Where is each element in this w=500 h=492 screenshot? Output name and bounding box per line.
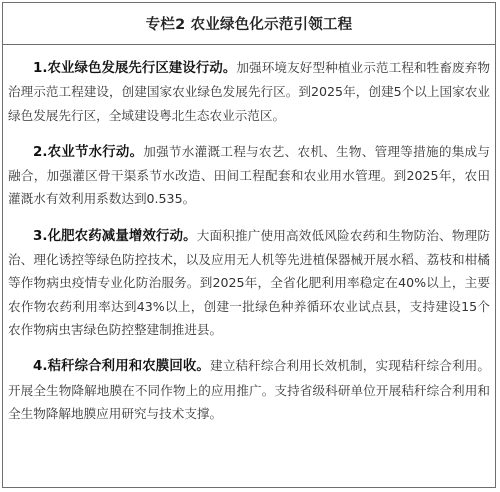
section-heading: 2.农业节水行动。 [33,144,144,160]
document-title: 专栏2 农业绿色化示范引领工程 [145,17,353,33]
section-heading: 1.农业绿色发展先行区建设行动。 [33,61,237,76]
document-body [3,45,495,425]
section-item-2 [8,140,490,211]
section-text: 加强节水灌溉工程与农艺、农机、生物、管理等措施的集成与融合，加强灌区骨干渠系节水改造、田间工程配套和农业用水管理。到2025年，农田灌溉水有效利用系数达到0.535。 [8,143,491,207]
section-text: 大面积推广使用高效低风险农药和生物防治、物理防治、理化诱控等绿色防控技术，以及应用无人机等先进植保器械开展水稻、荔枝和柑橘等作物病虫疫情专业化防治服务。到2025年，全省化肥利用率稳定在40%以上，主要农作物农药利用率达到43%以上，创建一批绿色种养循环农业试点县，支持建设15个农作物病虫害绿色防控整建制推进县。 [8,227,491,337]
section-text: 加强环境友好型种植业示范工程和牲畜废弃物治理示范工程建设，创建国家农业绿色发展先行区。到2025年，创建5个以上国家农业绿色发展先行区，全域建设粤北生态农业示范区。 [8,60,491,123]
section-heading: 3.化肥农药减量增效行动。 [33,228,197,244]
document-header [3,3,495,45]
section-item-3 [8,224,490,341]
section-heading: 4.秸秆综合利用和农膜回收。 [33,359,210,375]
document-box [2,2,496,488]
section-item-1 [8,56,490,127]
section-item-4 [8,354,490,425]
section-text: 建立秸秆综合利用长效机制，实现秸秆综合利用。开展全生物降解地膜在不同作物上的应用推广。支持省级科研单位开展秸秆综合利用和全生物降解地膜应用研究与技术支撑。 [8,358,491,421]
